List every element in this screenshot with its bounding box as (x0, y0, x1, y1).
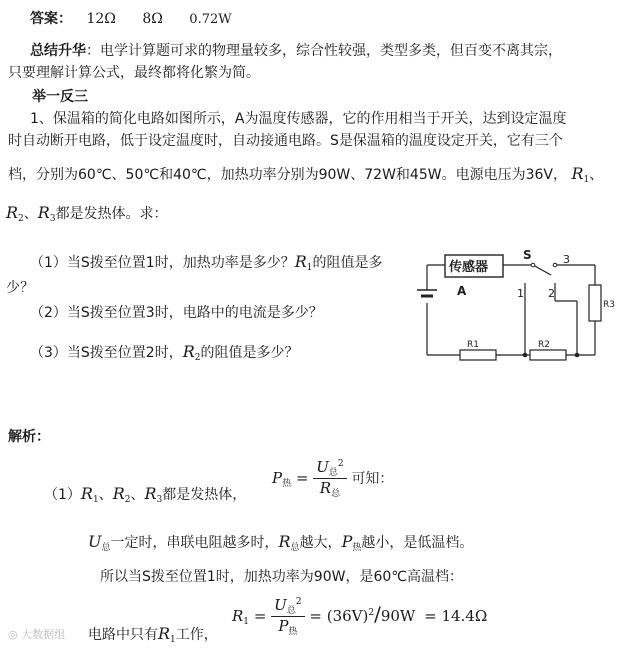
calc-fraction-1: $\frac{U_总^2}{P_热}$ (271, 596, 304, 637)
calc-r1: $R_1$ (232, 607, 250, 627)
question-3-tail: 的阻值是多少？ (200, 345, 299, 361)
watermark-icon: ◎ (8, 628, 18, 641)
answer-value-1: 12Ω (86, 11, 116, 27)
question-1-text: （1）当S拨至位置1时，加热功率是多少？ (30, 255, 295, 271)
s-r1: $R_1$ (80, 484, 99, 505)
switch-pivot (531, 263, 535, 267)
r1-calculation: $R_1$ = $\frac{U_总^2}{P_热}$ = $(36V)^2/90W = 14.4\Omega$ (232, 596, 488, 637)
problem-line-2: 时自动断开电路，低于设定温度时，自动接通电路。S是保温箱的温度设定开关，它有三个 (8, 133, 563, 149)
r2-label: R2 (538, 340, 550, 350)
question-1-tail: 的阻值是多 (312, 255, 383, 271)
solution-step-1-text: 都是发热体， (162, 487, 247, 503)
s4-r1: $R_1$ (158, 624, 176, 645)
summary-line-2: 只要理解计算公式，最终都将化繁为简。 (8, 65, 260, 81)
watermark-text: 大数据组 (21, 628, 66, 641)
r3-label: R3 (603, 300, 615, 310)
s-r2: $R_2$ (112, 484, 131, 505)
r1-symbol: $R_1$ (571, 164, 590, 185)
power-formula: $P_热$ = $\frac{U_总^2}{R_总}$ 可知： (272, 458, 394, 499)
summary-label: 总结升华 (30, 43, 86, 59)
q3-r2-symbol: $R_2$ (182, 342, 201, 363)
question-1 (30, 252, 382, 273)
problem-line-1: 1、保温箱的简化电路如图所示，A为温度传感器，它的作用相当于开关，达到设定温度 (30, 111, 567, 127)
solution-step-2-text: 一定时，串联电阻越多时， (110, 535, 279, 551)
calc-result: = 14.4Ω (424, 607, 488, 625)
answer-label: 答案： (30, 11, 72, 27)
q1-r1-symbol: $R_1$ (294, 252, 313, 273)
solution-step-1 (44, 484, 246, 505)
solution-label: 解析： (8, 429, 50, 445)
p-heat: $P_热$ (341, 532, 362, 553)
solution-step-1-num: （1） (44, 487, 81, 503)
question-3 (30, 342, 298, 363)
solution-step-4-text: 电路中只有 (88, 627, 158, 643)
problem-line-3-text: 档，分别为60℃、50℃和40℃，加热功率分别为90W、72W和45W。电源电压为36V， (8, 167, 567, 183)
s-r3: $R_3$ (144, 484, 163, 505)
switch-s-label: S (523, 248, 532, 262)
watermark (8, 626, 65, 642)
problem-sep-2: 、 (23, 206, 38, 222)
r-total: $R_总$ (278, 532, 300, 553)
calc-den: 90W (380, 607, 416, 625)
problem-line-4-text: 都是发热体。求： (55, 206, 168, 222)
practice-heading: 举一反三 (32, 89, 88, 105)
sep: 、 (98, 487, 113, 503)
question-3-text: （3）当S拨至位置2时， (30, 345, 183, 361)
solution-step-2-tail: 越小，是低温档。 (361, 535, 474, 551)
sep: 、 (130, 487, 145, 503)
r1-label: R1 (467, 340, 479, 350)
question-2: （2）当S拨至位置3时，电路中的电流是多少？ (30, 305, 323, 321)
contact-3 (553, 263, 557, 267)
summary-line-1 (30, 40, 562, 60)
solution-step-2 (88, 532, 473, 553)
solution-step-4 (88, 624, 218, 645)
junction-node (523, 353, 528, 358)
r3-symbol: $R_3$ (37, 203, 56, 224)
summary-text-1: ：电学计算题可求的物理量较多，综合性较强，类型多类，但百变不离其宗， (86, 43, 562, 59)
contact-1-label: 1 (517, 287, 524, 300)
problem-line-3 (8, 164, 603, 185)
calc-value: $(36V)^2$ (326, 607, 375, 625)
problem-sep-1: 、 (589, 167, 604, 183)
power-formula-tail: 可知： (351, 471, 394, 487)
r2-symbol: $R_2$ (6, 203, 24, 224)
u-total: $U_总$ (88, 532, 111, 553)
answer-value-2: 8Ω (142, 11, 163, 27)
circuit-diagram (405, 245, 620, 370)
power-symbol: $P_热$ (272, 469, 292, 489)
solution-step-4-tail: 工作， (175, 627, 218, 643)
problem-line-4 (6, 203, 168, 224)
question-1-continued: 少？ (6, 280, 34, 296)
answer-line (30, 8, 232, 28)
contact-2-label: 2 (548, 287, 555, 300)
sensor-label: 传感器 (449, 260, 489, 275)
power-fraction: $\frac{U_总^2}{R_总}$ (313, 458, 346, 499)
answer-value-3: 0.72W (189, 12, 232, 27)
contact-3-label: 3 (563, 253, 570, 266)
junction-node (575, 353, 580, 358)
solution-step-2-mid: 越大， (299, 535, 342, 551)
sensor-a-label: A (457, 284, 467, 298)
solution-step-3: 所以当S拨至位置1时，加热功率为90W，是60℃高温档： (100, 569, 463, 585)
